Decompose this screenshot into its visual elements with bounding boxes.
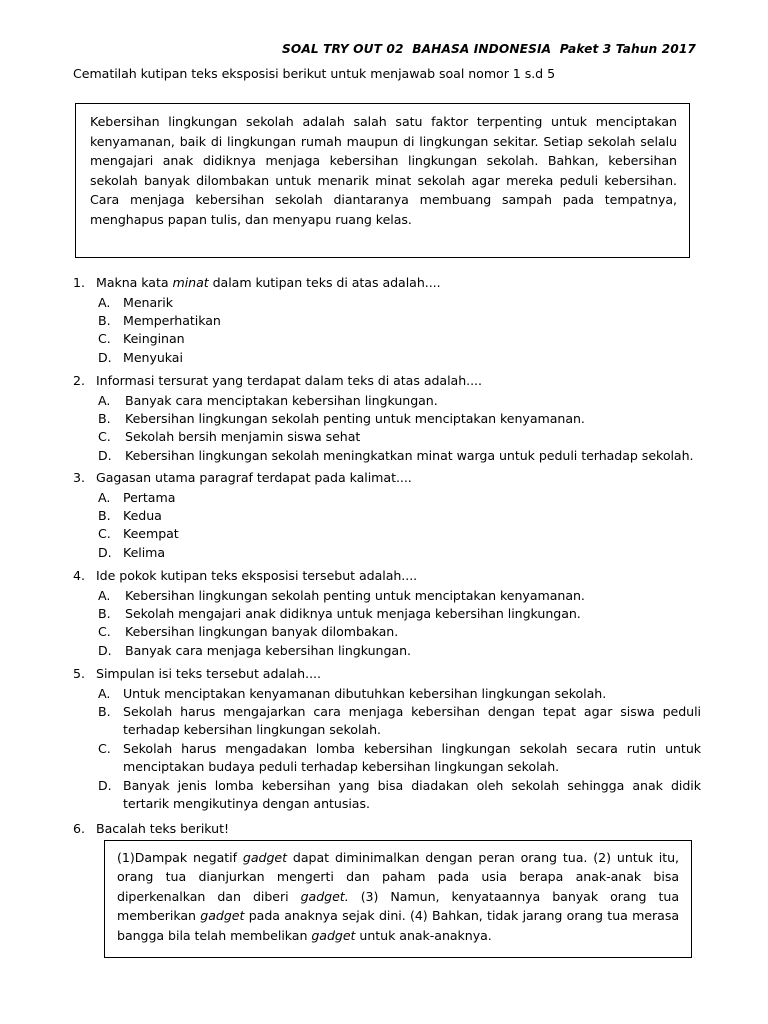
option-5d-text: Banyak jenis lomba kebersihan yang bisa diadakan oleh sekolah sehingga anak didik tertarik mengikutinya dengan antusias.: [123, 777, 701, 812]
option-2c-text: Sekolah bersih menjamin siswa sehat: [125, 429, 361, 445]
option-4c[interactable]: [98, 623, 713, 641]
option-1b-letter: B.: [98, 313, 111, 328]
option-2a-text: Banyak cara menciptakan kebersihan lingkungan.: [125, 392, 438, 408]
option-1d-letter: D.: [98, 349, 112, 365]
passage-2-seg-3: (3) Namun, kenyataannya banyak orang tua memberikan: [117, 888, 679, 924]
option-3a[interactable]: [98, 489, 698, 507]
question-3-head: [73, 469, 698, 488]
option-1a-letter: A.: [98, 294, 111, 310]
option-3b-text: Kedua: [123, 508, 162, 523]
question-5-number: 5.: [73, 666, 85, 681]
passage-box-1: [75, 103, 690, 258]
passage-2-italic-4: gadget: [311, 927, 356, 943]
question-3: [73, 469, 698, 562]
question-3-stem: Gagasan utama paragraf terdapat pada kalimat....: [96, 470, 412, 485]
option-3a-text: Pertama: [123, 489, 176, 505]
option-1b-text: Memperhatikan: [123, 313, 221, 328]
question-2-options: [73, 392, 713, 466]
option-2d-letter: D.: [98, 447, 112, 463]
option-1c-letter: C.: [98, 331, 111, 347]
option-2b-letter: B.: [98, 411, 111, 426]
option-4a-text: Kebersihan lingkungan sekolah penting untuk menciptakan kenyamanan.: [125, 587, 585, 603]
option-2d[interactable]: [98, 447, 713, 465]
option-5c-text: Sekolah harus mengadakan lomba kebersihan lingkungan sekolah secara rutin untuk menciptakan budaya peduli terhadap kebersihan lingkungan sekolah.: [123, 740, 701, 775]
passage-2-seg-5: untuk anak-anaknya.: [355, 927, 492, 943]
option-4d-letter: D.: [98, 642, 112, 658]
option-4a-letter: A.: [98, 587, 111, 603]
question-1-stem-italic: minat: [172, 275, 209, 290]
question-1-stem-before: Makna kata: [96, 275, 173, 290]
passage-2-seg-4: pada anaknya sejak dini. (4) Bahkan, tidak jarang orang tua merasa bangga bila telah membelikan: [117, 908, 679, 943]
option-5d-letter: D.: [98, 777, 112, 793]
option-2a-letter: A.: [98, 392, 111, 408]
option-4b-text: Sekolah mengajari anak didiknya untuk menjaga kebersihan lingkungan.: [125, 606, 581, 621]
question-4-stem: Ide pokok kutipan teks eksposisi tersebut adalah....: [96, 568, 418, 583]
question-5-head: [73, 665, 701, 684]
option-5a-letter: A.: [98, 685, 111, 701]
question-4-number: 4.: [73, 568, 85, 583]
question-1-number: 1.: [73, 275, 85, 290]
document-header: SOAL TRY OUT 02 BAHASA INDONESIA Paket 3 Tahun 2017: [282, 42, 696, 56]
question-6-number: 6.: [73, 821, 85, 836]
passage-2-seg-2: dapat diminimalkan dengan peran orang tua. (2) untuk itu, orang tua dianjurkan mengerti dan paham pada usia berapa anak-anak bisa diperkenalkan dan diberi: [117, 850, 679, 904]
option-5b[interactable]: [98, 703, 701, 740]
question-1-stem: [96, 274, 698, 293]
option-1c[interactable]: [98, 330, 698, 348]
question-1-stem-after: dalam kutipan teks di atas adalah....: [208, 275, 441, 290]
question-2-number: 2.: [73, 373, 85, 388]
question-4: [73, 567, 713, 660]
option-3d-text: Kelima: [123, 544, 166, 560]
passage-1-text: Kebersihan lingkungan sekolah adalah salah satu faktor terpenting untuk menciptakan kenyamanan, baik di lingkungan rumah maupun di lingkungan sekitar. Setiap sekolah selalu mengajari anak didiknya menjaga kebersihan lingkungan sekolah. Bahkan, kebersihan sekolah banyak dilombakan untuk menarik minat sekolah agar mereka peduli kebersihan. Cara menjaga kebersihan sekolah diantaranya membuang sampah pada tempatnya, menghapus papan tulis, dan menyapu ruang kelas.: [90, 114, 677, 227]
option-5d[interactable]: [98, 777, 701, 814]
passage-2-italic-3: gadget: [200, 908, 245, 924]
option-3c[interactable]: [98, 525, 698, 543]
option-5c-letter: C.: [98, 740, 111, 756]
passage-2-italic-2: gadget.: [300, 888, 349, 904]
option-5c[interactable]: [98, 740, 701, 777]
question-3-number: 3.: [73, 470, 85, 485]
question-6-stem: Bacalah teks berikut!: [96, 821, 229, 836]
option-1d-text: Menyukai: [123, 349, 183, 365]
option-3b[interactable]: [98, 507, 698, 525]
question-5-stem: Simpulan isi teks tersebut adalah....: [96, 666, 321, 681]
option-3d[interactable]: [98, 544, 698, 562]
option-1c-text: Keinginan: [123, 331, 185, 347]
option-1a-text: Menarik: [123, 294, 173, 310]
option-5a-text: Untuk menciptakan kenyamanan dibutuhkan kebersihan lingkungan sekolah.: [123, 685, 607, 701]
question-2-stem: Informasi tersurat yang terdapat dalam teks di atas adalah....: [96, 373, 482, 388]
passage-2-text: [117, 848, 679, 945]
option-4c-letter: C.: [98, 624, 111, 640]
option-5a[interactable]: [98, 685, 701, 703]
option-1a[interactable]: [98, 294, 698, 312]
instruction-line: Cematilah kutipan teks eksposisi berikut untuk menjawab soal nomor 1 s.d 5: [73, 66, 556, 81]
question-1-options: [73, 294, 698, 368]
option-3c-letter: C.: [98, 526, 111, 542]
option-4b-letter: B.: [98, 606, 111, 621]
question-5: [73, 665, 701, 813]
option-4d[interactable]: [98, 642, 713, 660]
option-3d-letter: D.: [98, 544, 112, 560]
option-2c-letter: C.: [98, 429, 111, 445]
option-2d-text: Kebersihan lingkungan sekolah meningkatkan minat warga untuk peduli terhadap sekolah.: [125, 447, 694, 463]
option-3c-text: Keempat: [123, 526, 179, 542]
option-5b-text: Sekolah harus mengajarkan cara menjaga kebersihan dengan tepat agar siswa peduli terhadap kebersihan lingkungan sekolah.: [123, 704, 701, 738]
passage-box-2: [104, 840, 692, 958]
option-1d[interactable]: [98, 349, 698, 367]
option-4a[interactable]: [98, 587, 713, 605]
question-5-options: [73, 685, 701, 814]
option-3a-letter: A.: [98, 489, 111, 505]
question-3-options: [73, 489, 698, 563]
option-5b-letter: B.: [98, 704, 111, 719]
option-2c[interactable]: [98, 428, 713, 446]
question-4-options: [73, 587, 713, 661]
passage-2-seg-1: (1)Dampak negatif: [117, 850, 243, 865]
question-2: [73, 372, 713, 465]
question-4-head: [73, 567, 713, 586]
question-2-head: [73, 372, 713, 391]
question-6: [73, 820, 698, 839]
question-1-head: [73, 274, 698, 293]
option-2a[interactable]: [98, 392, 713, 410]
option-2b[interactable]: [98, 410, 713, 428]
option-3b-letter: B.: [98, 508, 111, 523]
option-4b[interactable]: [98, 605, 713, 623]
question-1: [73, 274, 698, 367]
option-1b[interactable]: [98, 312, 698, 330]
passage-2-italic-1: gadget: [242, 850, 287, 865]
question-6-head: [73, 820, 698, 839]
option-4d-text: Banyak cara menjaga kebersihan lingkungan.: [125, 642, 411, 658]
option-4c-text: Kebersihan lingkungan banyak dilombakan.: [125, 624, 399, 640]
option-2b-text: Kebersihan lingkungan sekolah penting untuk menciptakan kenyamanan.: [125, 411, 585, 426]
